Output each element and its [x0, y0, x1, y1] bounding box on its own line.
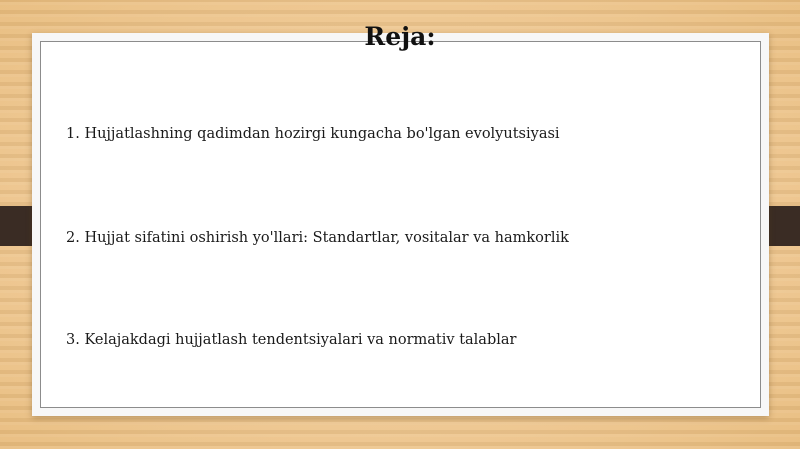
- agenda-item-2: 2. Hujjat sifatini oshirish yo'llari: Standartlar, vositalar va hamkorlik: [66, 230, 569, 246]
- agenda-item-3: 3. Kelajakdagi hujjatlash tendentsiyalari va normativ talablar: [66, 332, 517, 348]
- slide-title: Reja:: [364, 22, 436, 51]
- slide-content-area: [40, 41, 761, 408]
- agenda-item-1: 1. Hujjatlashning qadimdan hozirgi kungacha bo'lgan evolyutsiyasi: [66, 126, 560, 142]
- slide-frame: [32, 33, 769, 416]
